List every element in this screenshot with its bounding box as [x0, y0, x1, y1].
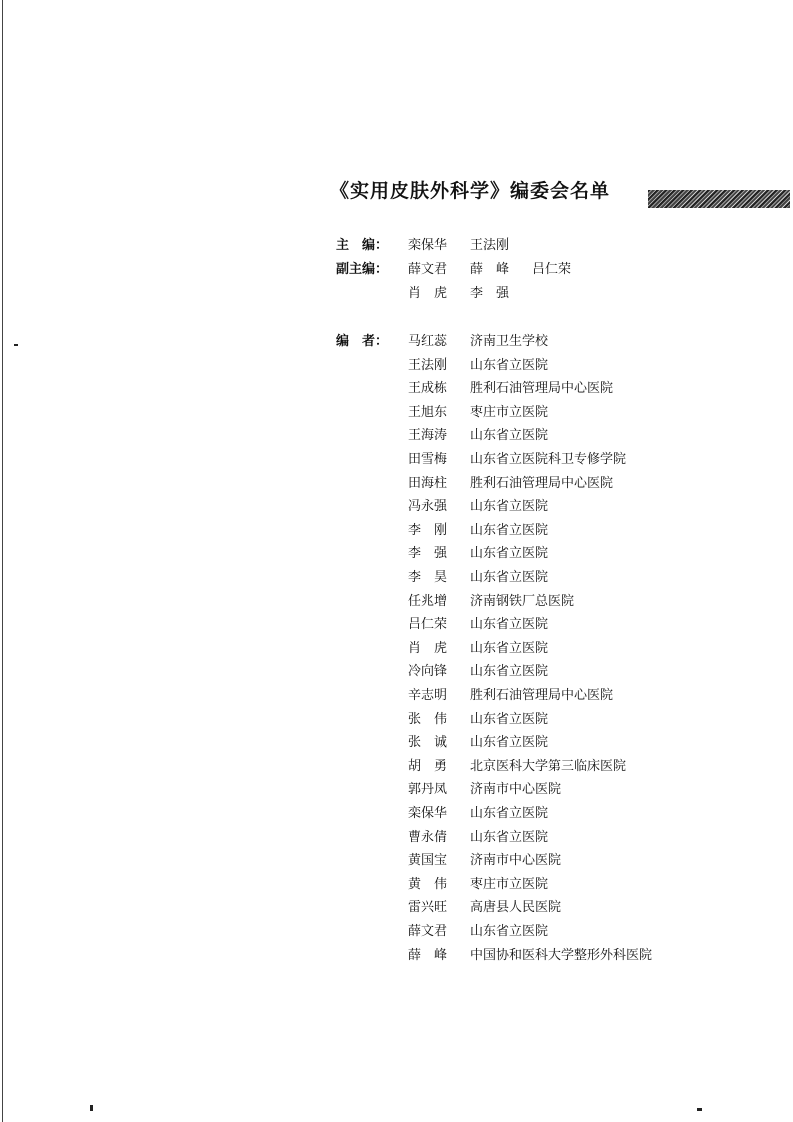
editor-organization: 山东省立医院: [470, 711, 549, 727]
editor-organization: 山东省立医院: [470, 640, 549, 656]
editor-organization: 山东省立医院: [470, 617, 549, 633]
deputy-editor-name: 薛文君: [408, 262, 448, 277]
editor-name: 黄国宝: [408, 853, 448, 869]
editor-organization: 山东省立医院: [470, 546, 549, 562]
editor-organization: 北京医科大学第三临床医院: [470, 758, 627, 774]
editor-name: 胡 勇: [408, 758, 448, 774]
editor-name: 李 昊: [408, 570, 448, 585]
editor-organization: 山东省立医院: [470, 499, 549, 515]
editor-organization: 济南市中心医院: [470, 853, 562, 869]
editor-organization: 山东省立医院: [470, 570, 549, 585]
scan-speck: [14, 344, 18, 346]
editor-name: 冯永强: [408, 499, 448, 515]
editor-name: 张 诚: [408, 735, 448, 751]
editor-name: 田海柱: [408, 475, 448, 491]
editor-name: 李 刚: [408, 522, 448, 538]
editor-organization: 山东省立医院科卫专修学院: [470, 452, 627, 467]
editor-name: 王法刚: [408, 357, 448, 373]
editor-organization: 山东省立医院: [470, 806, 549, 821]
editor-organization: 济南钢铁厂总医院: [470, 593, 575, 609]
page-edge-line: [2, 0, 3, 1122]
scan-speck: [90, 1105, 93, 1111]
editor-name: 薛文君: [408, 924, 448, 939]
title-row: [330, 176, 790, 212]
editor-name: 雷兴旺: [408, 900, 448, 916]
editor-organization: 山东省立医院: [470, 829, 549, 845]
editor-organization: 济南卫生学校: [470, 334, 549, 349]
editor-name: 郭丹凤: [408, 782, 448, 798]
editors-label: 编 者：: [336, 334, 389, 349]
editor-name: 冷向锋: [408, 664, 448, 680]
editor-organization: 胜利石油管理局中心医院: [470, 688, 614, 703]
editor-organization: 山东省立医院: [470, 664, 549, 680]
editor-organization: 济南市中心医院: [470, 782, 562, 798]
editor-organization: 山东省立医院: [470, 924, 549, 939]
chief-editor-label: 主 编：: [336, 238, 389, 253]
page-title: 《实用皮肤外科学》编委会名单: [330, 180, 611, 202]
editor-organization: 中国协和医科大学整形外科医院: [470, 947, 653, 963]
deputy-editor-name: 肖 虎: [408, 286, 448, 301]
editor-organization: 枣庄市立医院: [470, 404, 549, 420]
deputy-editor-name: 吕仁荣: [532, 262, 572, 277]
scan-speck: [697, 1108, 702, 1111]
editor-name: 肖 虎: [408, 640, 448, 656]
editor-name: 栾保华: [408, 806, 448, 821]
editor-name: 黄 伟: [408, 876, 448, 892]
chief-editor-name: 栾保华: [408, 238, 448, 253]
editor-organization: 胜利石油管理局中心医院: [470, 381, 614, 397]
editor-organization: 枣庄市立医院: [470, 876, 549, 892]
chief-editor-name: 王法刚: [470, 238, 510, 253]
editor-organization: 高唐县人民医院: [470, 900, 562, 916]
editor-organization: 山东省立医院: [470, 428, 549, 444]
deputy-editor-label: 副主编：: [336, 262, 389, 277]
editor-name: 薛 峰: [408, 947, 448, 963]
editor-organization: 山东省立医院: [470, 735, 549, 751]
editor-name: 马红蕊: [408, 334, 448, 349]
editor-name: 王海涛: [408, 428, 448, 444]
editor-name: 李 强: [408, 546, 448, 562]
editor-name: 王旭东: [408, 404, 448, 420]
title-decorative-bar: [648, 190, 790, 208]
editor-name: 曹永倩: [408, 829, 448, 845]
editor-name: 王成栋: [408, 381, 448, 397]
editor-name: 吕仁荣: [408, 617, 448, 633]
deputy-editor-name: 李 强: [470, 286, 510, 301]
editor-name: 任兆增: [408, 593, 448, 609]
deputy-editor-name: 薛 峰: [470, 262, 510, 277]
editor-organization: 胜利石油管理局中心医院: [470, 475, 614, 491]
editor-organization: 山东省立医院: [470, 357, 549, 373]
editor-name: 田雪梅: [408, 452, 448, 467]
editor-name: 辛志明: [408, 688, 448, 703]
editor-name: 张 伟: [408, 711, 448, 727]
editor-organization: 山东省立医院: [470, 522, 549, 538]
